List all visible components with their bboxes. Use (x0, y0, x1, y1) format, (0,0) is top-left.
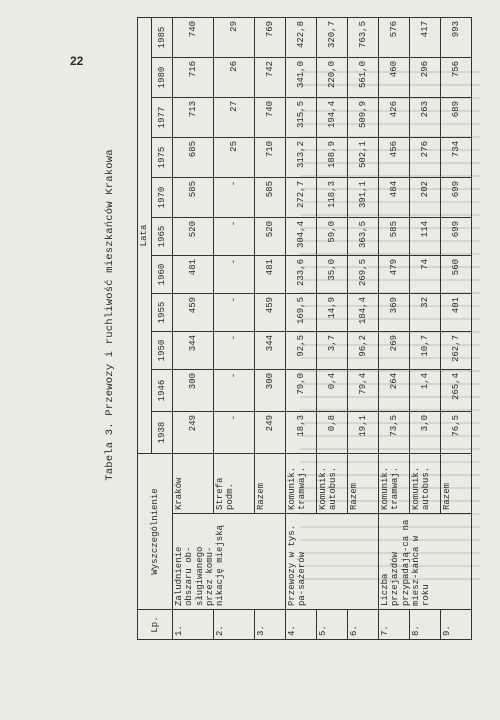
table-cell: 320,7 (317, 18, 348, 58)
table-cell: 689 (441, 98, 472, 138)
table-cell: 740 (173, 18, 214, 58)
row-lp: 3. (255, 610, 286, 640)
table-cell: - (214, 256, 255, 294)
table-cell: 481 (173, 256, 214, 294)
row-sub-label: Komunik. tramwaj. (286, 454, 317, 514)
table-cell: 29 (214, 18, 255, 58)
table-cell: 18,3 (286, 412, 317, 454)
table-row (173, 18, 214, 640)
rotated-table-block (90, 0, 485, 640)
table-cell: 426 (379, 98, 410, 138)
table-caption: Tabela 3. Przewozy i ruchliwość mieszkańców Krakowa (104, 149, 116, 481)
row-sub-label: Razem (255, 454, 286, 514)
table-cell: 417 (410, 18, 441, 58)
table-cell: - (214, 412, 255, 454)
group-label: Liczba przejazdów przypadają-ca na miesz-kańca w roku (379, 514, 472, 610)
table-cell: 59,0 (317, 218, 348, 256)
table-cell: 315,5 (286, 98, 317, 138)
table-cell: 263 (410, 98, 441, 138)
year-header: 1938 (152, 412, 173, 454)
year-header: 1946 (152, 370, 173, 412)
year-header: 1955 (152, 294, 173, 332)
table-cell: 262,7 (441, 332, 472, 370)
table-cell: 269 (379, 332, 410, 370)
table-cell: 484 (379, 178, 410, 218)
table-cell: 585 (255, 178, 286, 218)
table-cell: 32 (410, 294, 441, 332)
table-cell: 19,1 (348, 412, 379, 454)
table-cell: 272,7 (286, 178, 317, 218)
table-cell: 118,3 (317, 178, 348, 218)
table-cell: 296 (410, 58, 441, 98)
year-header: 1970 (152, 178, 173, 218)
year-header: 1960 (152, 256, 173, 294)
table-cell: 27 (214, 98, 255, 138)
year-header: 1985 (152, 18, 173, 58)
table-cell: 35,0 (317, 256, 348, 294)
table-row (379, 18, 410, 640)
table-cell: 520 (173, 218, 214, 256)
table-cell: 26 (214, 58, 255, 98)
table-cell: 756 (441, 58, 472, 98)
group-label: Zaludnienie obszaru ob-sługiwanego przez komu-nikację miejską (173, 514, 286, 610)
table-cell: 73,5 (379, 412, 410, 454)
row-lp: 8. (410, 610, 441, 640)
table-cell: 391,1 (348, 178, 379, 218)
table-cell: 740 (255, 98, 286, 138)
table-cell: 459 (173, 294, 214, 332)
table-cell: 713 (173, 98, 214, 138)
table-cell: 502,1 (348, 138, 379, 178)
table-cell: 401 (441, 294, 472, 332)
page-number: 22 (70, 54, 84, 68)
row-sub-label: Strefa podm. (214, 454, 255, 514)
table-cell: 14,9 (317, 294, 348, 332)
table-cell: 269,5 (348, 256, 379, 294)
table-cell: 560 (441, 256, 472, 294)
table-cell: 114 (410, 218, 441, 256)
row-sub-label: Razem (348, 454, 379, 514)
table-row (286, 18, 317, 640)
year-header: 1950 (152, 332, 173, 370)
row-lp: 5. (317, 610, 348, 640)
table-cell: 481 (255, 256, 286, 294)
table-cell: 699 (441, 218, 472, 256)
table-cell: 763,5 (348, 18, 379, 58)
data-table (137, 17, 472, 640)
table-cell: 1,4 (410, 370, 441, 412)
year-header: 1965 (152, 218, 173, 256)
table-cell: 96,2 (348, 332, 379, 370)
table-cell: 344 (255, 332, 286, 370)
table-cell: - (214, 294, 255, 332)
table-cell: 79,0 (286, 370, 317, 412)
table-cell: 249 (255, 412, 286, 454)
table-cell: 313,2 (286, 138, 317, 178)
table-cell: 716 (173, 58, 214, 98)
row-sub-label: Komunik. tramwaj. (379, 454, 410, 514)
row-sub-label: Komunik. autobus. (410, 454, 441, 514)
table-cell: - (214, 370, 255, 412)
table-cell: 3,0 (410, 412, 441, 454)
table-cell: 3,7 (317, 332, 348, 370)
table-cell: 92,5 (286, 332, 317, 370)
table-cell: 341,0 (286, 58, 317, 98)
table-cell: 509,9 (348, 98, 379, 138)
table-cell: 0,8 (317, 412, 348, 454)
table-cell: - (214, 218, 255, 256)
table-cell: 184,4 (348, 294, 379, 332)
row-lp: 9. (441, 610, 472, 640)
table-cell: 188,9 (317, 138, 348, 178)
table-cell: 710 (255, 138, 286, 178)
table-cell: 10,7 (410, 332, 441, 370)
year-header: 1975 (152, 138, 173, 178)
table-cell: 422,8 (286, 18, 317, 58)
header-lp: Lp. (138, 610, 173, 640)
table-cell: 344 (173, 332, 214, 370)
table-cell: 169,5 (286, 294, 317, 332)
table-cell: 25 (214, 138, 255, 178)
table-cell: 0,4 (317, 370, 348, 412)
table-cell: 520 (255, 218, 286, 256)
row-sub-label: Kraków (173, 454, 214, 514)
row-lp: 4. (286, 610, 317, 640)
table-cell: 699 (441, 178, 472, 218)
table-cell: 585 (379, 218, 410, 256)
table-cell: 276 (410, 138, 441, 178)
year-header: 1980 (152, 58, 173, 98)
row-lp: 6. (348, 610, 379, 640)
table-cell: 249 (173, 412, 214, 454)
table-cell: 742 (255, 58, 286, 98)
table-cell: 369 (379, 294, 410, 332)
table-cell: 769 (255, 18, 286, 58)
table-cell: 576 (379, 18, 410, 58)
group-label: Przewozy w tys. pa-sażerów (286, 514, 379, 610)
table-cell: 233,6 (286, 256, 317, 294)
table-cell: 265,4 (441, 370, 472, 412)
row-lp: 1. (173, 610, 214, 640)
table-cell: 460 (379, 58, 410, 98)
table-cell: 479 (379, 256, 410, 294)
table-cell: 300 (255, 370, 286, 412)
table-cell: - (214, 178, 255, 218)
table-cell: 202 (410, 178, 441, 218)
table-cell: 561,0 (348, 58, 379, 98)
table-cell: 220,0 (317, 58, 348, 98)
table-cell: 456 (379, 138, 410, 178)
header-lata: Lata (138, 18, 152, 454)
table-cell: 459 (255, 294, 286, 332)
table-cell: 363,5 (348, 218, 379, 256)
table-cell: 304,4 (286, 218, 317, 256)
row-lp: 7. (379, 610, 410, 640)
table-cell: 300 (173, 370, 214, 412)
year-header: 1977 (152, 98, 173, 138)
header-wyszczegolnienie: Wyszczególnienie (138, 454, 173, 610)
table-cell: 76,5 (441, 412, 472, 454)
table-cell: 993 (441, 18, 472, 58)
table-cell: 264 (379, 370, 410, 412)
row-sub-label: Razem (441, 454, 472, 514)
row-lp: 2. (214, 610, 255, 640)
table-cell: - (214, 332, 255, 370)
row-sub-label: Komunik. autobus. (317, 454, 348, 514)
table-cell: 194,4 (317, 98, 348, 138)
table-cell: 79,4 (348, 370, 379, 412)
table-cell: 734 (441, 138, 472, 178)
table-cell: 585 (173, 178, 214, 218)
table-cell: 74 (410, 256, 441, 294)
table-cell: 685 (173, 138, 214, 178)
